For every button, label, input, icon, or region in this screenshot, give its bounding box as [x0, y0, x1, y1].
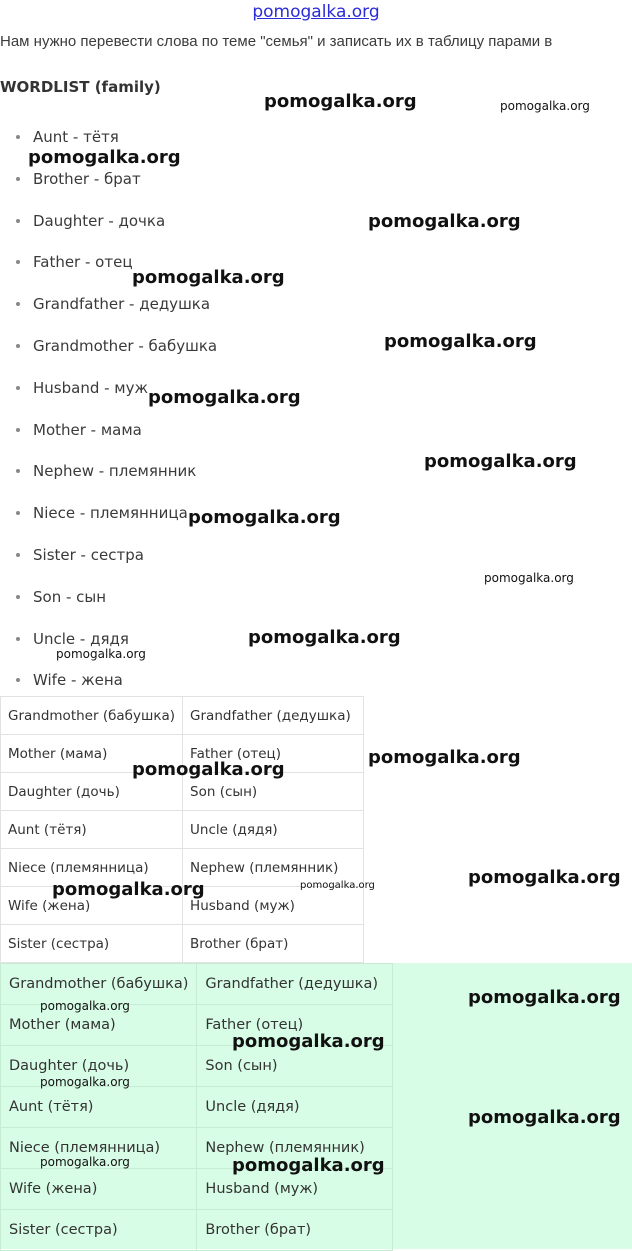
- watermark: pomogalka.org: [264, 91, 417, 112]
- wordlist: [0, 124, 217, 709]
- table-cell: Niece (племянница): [1, 849, 183, 887]
- watermark: pomogalka.org: [232, 1031, 385, 1052]
- table-cell: Nephew (племянник): [197, 1128, 393, 1169]
- watermark: pomogalka.org: [500, 99, 590, 113]
- table-cell: Mother (мама): [1, 735, 183, 773]
- watermark: pomogalka.org: [148, 387, 301, 408]
- watermark: pomogalka.org: [232, 1155, 385, 1176]
- watermark: pomogalka.org: [188, 507, 341, 528]
- table-cell: Wife (жена): [1, 1169, 197, 1210]
- wordlist-heading: WORDLIST (family): [0, 78, 161, 96]
- table-cell: Son (сын): [183, 773, 364, 811]
- table-cell: Brother (брат): [183, 925, 364, 963]
- watermark: pomogalka.org: [468, 987, 621, 1008]
- table-cell: Son (сын): [197, 1046, 393, 1087]
- table-cell: Daughter (дочь): [1, 773, 183, 811]
- watermark: pomogalka.org: [368, 211, 521, 232]
- table-row: [1, 811, 364, 849]
- watermark: pomogalka.org: [300, 880, 375, 891]
- pairs-table: [0, 696, 364, 963]
- list-item: Wife - жена: [0, 667, 217, 709]
- watermark: pomogalka.org: [384, 331, 537, 352]
- table-cell: Uncle (дядя): [183, 811, 364, 849]
- intro-text: Нам нужно перевести слова по теме "семья" и записать их в таблицу парами в: [0, 33, 553, 50]
- table-cell: Aunt (тётя): [1, 1087, 197, 1128]
- table-row: [1, 1087, 393, 1128]
- table-cell: Grandfather (дедушка): [183, 697, 364, 735]
- list-item: Son - сын: [0, 584, 217, 626]
- list-item: Aunt - тётя: [0, 124, 217, 166]
- site-logo[interactable]: pomogalka.org: [252, 2, 380, 22]
- list-item: Husband - муж: [0, 375, 217, 417]
- list-item: Nephew - племянник: [0, 458, 217, 500]
- table-cell: Grandmother (бабушка): [1, 697, 183, 735]
- watermark: pomogalka.org: [56, 647, 146, 661]
- table-cell: Sister (сестра): [1, 1210, 197, 1251]
- table-cell: Uncle (дядя): [197, 1087, 393, 1128]
- watermark: pomogalka.org: [132, 267, 285, 288]
- list-item: Father - отец: [0, 249, 217, 291]
- table-row: [1, 925, 364, 963]
- table-cell: Husband (муж): [197, 1169, 393, 1210]
- table-cell: Mother (мама): [1, 1005, 197, 1046]
- list-item: Sister - сестра: [0, 542, 217, 584]
- table-cell: Daughter (дочь): [1, 1046, 197, 1087]
- watermark: pomogalka.org: [484, 571, 574, 585]
- list-item: Grandfather - дедушка: [0, 291, 217, 333]
- table-row: [1, 1210, 393, 1251]
- list-item: Brother - брат: [0, 166, 217, 208]
- list-item: Daughter - дочка: [0, 208, 217, 250]
- table-cell: Sister (сестра): [1, 925, 183, 963]
- table-cell: Grandfather (дедушка): [197, 964, 393, 1005]
- table-cell: Brother (брат): [197, 1210, 393, 1251]
- watermark: pomogalka.org: [40, 999, 130, 1013]
- list-item: Uncle - дядя: [0, 626, 217, 668]
- table-cell: Grandmother (бабушка): [1, 964, 197, 1005]
- watermark: pomogalka.org: [28, 147, 181, 168]
- table-row: [1, 697, 364, 735]
- table-cell: Nephew (племянник): [183, 849, 364, 887]
- watermark: pomogalka.org: [424, 451, 577, 472]
- watermark: pomogalka.org: [368, 747, 521, 768]
- table-cell: Niece (племянница): [1, 1128, 197, 1169]
- table-cell: Father (отец): [197, 1005, 393, 1046]
- watermark: pomogalka.org: [132, 759, 285, 780]
- table-cell: Aunt (тётя): [1, 811, 183, 849]
- list-item: Niece - племянница: [0, 500, 217, 542]
- table-cell: Wife (жена): [1, 887, 183, 925]
- watermark: pomogalka.org: [40, 1155, 130, 1169]
- list-item: Grandmother - бабушка: [0, 333, 217, 375]
- table-cell: Husband (муж): [183, 887, 364, 925]
- watermark: pomogalka.org: [248, 627, 401, 648]
- table-cell: Father (отец): [183, 735, 364, 773]
- list-item: Mother - мама: [0, 417, 217, 459]
- watermark: pomogalka.org: [40, 1075, 130, 1089]
- watermark: pomogalka.org: [52, 879, 205, 900]
- watermark: pomogalka.org: [468, 1107, 621, 1128]
- watermark: pomogalka.org: [468, 867, 621, 888]
